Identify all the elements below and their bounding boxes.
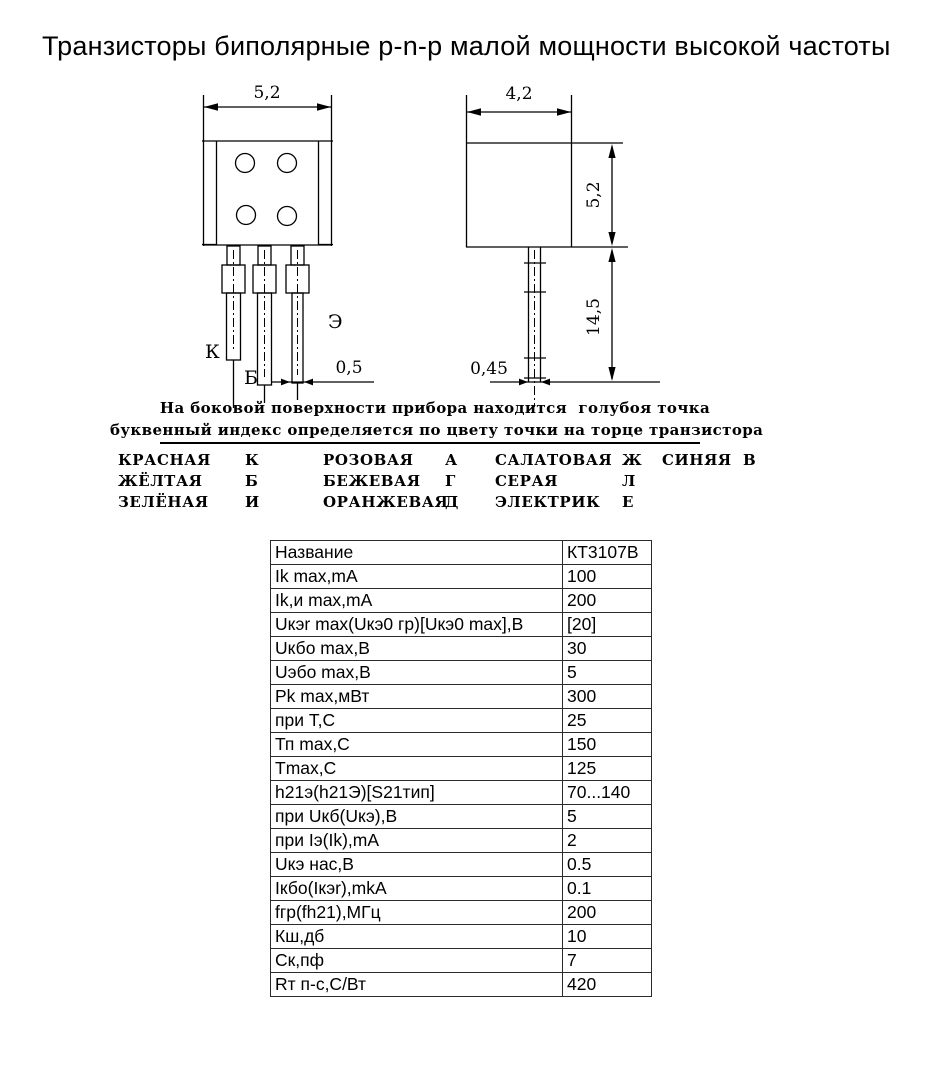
table-row [271,805,652,829]
param-name: при Uкб(Uкэ),В [271,805,563,829]
param-value: КТ3107В [563,541,652,565]
param-value: 10 [563,925,652,949]
param-value: 420 [563,973,652,997]
package-drawings [0,0,932,450]
table-row [271,781,652,805]
note-line-2: буквенный индекс определяется по цвету точки на торце транзистора [110,421,764,439]
color-letter: А [445,451,458,469]
color-letter: К [245,451,260,469]
param-name: при Iэ(Ik),mA [271,829,563,853]
color-letter: Б [245,472,259,490]
color-name: СЕРАЯ [495,472,559,490]
param-name: Ск,пф [271,949,563,973]
param-name: Ik,и max,mA [271,589,563,613]
table-row [271,757,652,781]
param-name: Iкбо(Iкэr),mkA [271,877,563,901]
color-name: ЗЕЛЁНАЯ [118,493,209,511]
param-value: 7 [563,949,652,973]
table-row [271,733,652,757]
specs-table [270,540,652,997]
param-name: Uкбо max,В [271,637,563,661]
color-letter: Д [445,493,459,511]
table-row [271,541,652,565]
param-value: 300 [563,685,652,709]
param-value: 25 [563,709,652,733]
param-name: Rт п-с,С/Вт [271,973,563,997]
side-view-drawing [466,84,660,407]
param-name: h21э(h21Э)[S21тип] [271,781,563,805]
dimension-label-side-lead-length: 14,5 [584,298,604,336]
param-value: 150 [563,733,652,757]
color-name: СИНЯЯ [662,451,732,469]
table-row [271,709,652,733]
table-row [271,877,652,901]
color-name: ЖЁЛТАЯ [118,472,203,490]
table-row [271,973,652,997]
param-value: 5 [563,805,652,829]
dimension-label-front-lead-width: 0,5 [335,358,363,378]
table-row [271,661,652,685]
table-row [271,613,652,637]
lead-label-base: Б [244,367,258,389]
param-value: 125 [563,757,652,781]
lead-label-collector: К [205,341,220,363]
lead-label-emitter: Э [328,311,343,333]
color-name: КРАСНАЯ [118,451,211,469]
color-name: ОРАНЖЕВАЯ [323,493,449,511]
color-letter: Г [445,472,456,490]
param-value: 70...140 [563,781,652,805]
param-value: 200 [563,901,652,925]
color-letter: Ж [622,451,643,469]
front-view-drawing [202,83,374,408]
color-name: ЭЛЕКТРИК [495,493,601,511]
note-line-1: На боковой поверхности прибора находится голубоя точка [159,399,711,417]
param-name: Тп max,С [271,733,563,757]
dimension-label-side-width: 4,2 [505,84,533,104]
param-value: 5 [563,661,652,685]
param-name: Tmax,С [271,757,563,781]
divider-line [160,442,700,444]
table-row [271,949,652,973]
color-letter: И [245,493,260,511]
dimension-label-side-height: 5,2 [584,181,604,209]
table-row [271,589,652,613]
table-row [271,853,652,877]
param-value: 200 [563,589,652,613]
color-name: РОЗОВАЯ [323,451,414,469]
table-row [271,925,652,949]
param-name: fгр(fh21),МГц [271,901,563,925]
param-name: Кш,дб [271,925,563,949]
color-letter: В [743,451,757,469]
color-name: САЛАТОВАЯ [495,451,613,469]
param-value: 30 [563,637,652,661]
param-name: при Т,С [271,709,563,733]
color-letter: Е [622,493,635,511]
table-row [271,637,652,661]
color-letter: Л [622,472,636,490]
table-row [271,829,652,853]
param-value: 2 [563,829,652,853]
param-name: Ik max,mA [271,565,563,589]
dimension-label-side-lead-width: 0,45 [470,359,508,379]
param-name: Uкэ нас,В [271,853,563,877]
page-title: Транзисторы биполярные p-n-p малой мощности высокой частоты [42,31,891,61]
param-value: 100 [563,565,652,589]
param-name: Uкэr max(Uкэ0 гр)[Uкэ0 max],В [271,613,563,637]
param-name: Uэбо max,В [271,661,563,685]
param-name: Pk max,мВт [271,685,563,709]
dimension-label-front-width: 5,2 [253,83,281,103]
param-value: 0.5 [563,853,652,877]
param-name: Название [271,541,563,565]
table-row [271,565,652,589]
param-value: 0.1 [563,877,652,901]
table-row [271,685,652,709]
color-name: БЕЖЕВАЯ [323,472,421,490]
param-value: [20] [563,613,652,637]
table-row [271,901,652,925]
